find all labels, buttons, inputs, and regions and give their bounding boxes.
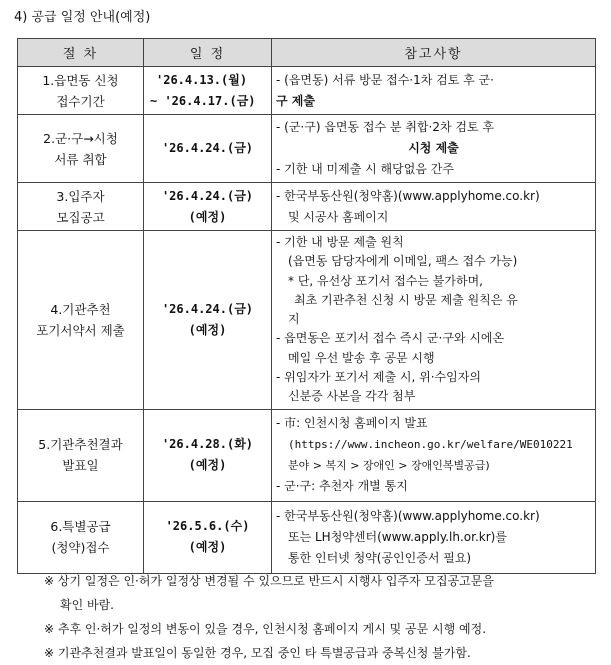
note-line: - 기한 내 방문 제출 원칙 — [276, 235, 404, 249]
notes-cell — [272, 231, 596, 410]
notes-cell — [272, 183, 596, 231]
footnote-continuation: 확인 바람. — [60, 598, 114, 612]
table-row — [18, 115, 596, 183]
header-notes: 참고사항 — [272, 39, 596, 67]
procedure-line: 4.기관추천 — [50, 301, 111, 317]
section-title: 4) 공급 일정 안내(예정) — [14, 10, 151, 25]
notes-cell — [272, 115, 596, 183]
schedule-line: (예정) — [188, 540, 227, 555]
note-line: 및 시공사 홈페이지 — [288, 209, 389, 224]
procedure-line: 3.입주자 — [56, 188, 105, 204]
schedule-cell — [144, 115, 272, 183]
procedure-cell — [18, 231, 144, 410]
schedule-cell — [144, 409, 272, 501]
schedule-cell — [144, 501, 272, 573]
procedure-cell — [18, 501, 144, 573]
procedure-line: 모집공고 — [56, 209, 105, 225]
note-line: - 위임자가 포기서 제출 시, 위·수임자의 — [276, 370, 481, 385]
schedule-line: (예정) — [188, 322, 227, 337]
table-row — [18, 231, 596, 410]
footnote: ※ 추후 인·허가 일정의 변동이 있을 경우, 인천시청 홈페이지 게시 및 공문 시행 예정. — [44, 622, 487, 636]
procedure-line: 접수기간 — [56, 93, 105, 109]
procedure-line: 5.기관추천결과 — [38, 437, 123, 453]
procedure-line: 2.군·구→시청 — [43, 130, 118, 146]
note-line: 지 — [288, 312, 300, 327]
note-line: - 市: 인천시청 홈페이지 발표 — [276, 416, 428, 431]
schedule-line: '26.4.24.(금) — [161, 301, 254, 316]
note-line: 또는 LH청약센터(www.apply.lh.or.kr)를 — [288, 529, 507, 544]
header-procedure: 절 차 — [18, 39, 144, 67]
procedure-line: 포기서약서 제출 — [36, 322, 125, 338]
note-line: 메일 우선 발송 후 공문 시행 — [288, 350, 435, 365]
notes-cell — [272, 409, 596, 501]
note-line: - 기한 내 미제출 시 해당없음 간주 — [276, 162, 454, 176]
procedure-cell — [18, 183, 144, 231]
schedule-line: '26.4.28.(화) — [161, 437, 254, 452]
footnote: ※ 상기 일정은 인·허가 일정상 변경될 수 있으므로 반드시 시행사 입주자 모집공고문을 — [44, 574, 494, 588]
schedule-line: (예정) — [188, 458, 227, 473]
note-line: (읍면동 담당자에게 이메일, 팩스 접수 가능) — [288, 254, 518, 269]
procedure-line: 서류 취합 — [54, 151, 107, 167]
schedule-line: '26.4.24.(금) — [161, 188, 254, 203]
procedure-line: 6.특별공급 — [50, 519, 111, 535]
footnotes — [14, 569, 604, 665]
note-line: 통한 인터넷 청약(공인인증서 필요) — [288, 550, 472, 565]
note-line: - (군·구) 읍면동 접수 분 취합·2차 검토 후 — [276, 120, 494, 134]
schedule-cell — [144, 67, 272, 115]
schedule-line: '26.5.6.(수) — [165, 519, 250, 534]
schedule-table — [17, 38, 596, 574]
note-line: 구 제출 — [276, 93, 315, 108]
schedule-cell — [144, 183, 272, 231]
table-header-row — [18, 39, 596, 67]
note-line: 분야 > 복지 > 장애인 > 장애인복별공급) — [288, 459, 490, 473]
schedule-cell — [144, 231, 272, 410]
table-row — [18, 67, 596, 115]
note-line: * 단, 유선상 포기서 접수는 불가하며, — [288, 273, 483, 288]
note-line: 최초 기관추천 신청 시 방문 제출 원칙은 유 — [294, 292, 518, 307]
schedule-line: ~ '26.4.17.(금) — [150, 93, 256, 108]
procedure-cell — [18, 115, 144, 183]
note-line: - 군·구: 추천자 개별 통지 — [276, 479, 408, 494]
note-line: - (읍면동) 서류 방문 접수·1차 검토 후 군· — [276, 72, 494, 87]
procedure-line: (청약)접수 — [51, 540, 110, 556]
notes-cell — [272, 501, 596, 573]
schedule-line: '26.4.13.(월) — [156, 72, 248, 87]
schedule-line: (예정) — [188, 209, 227, 224]
table-row — [18, 501, 596, 573]
note-line: (https://www.incheon.go.kr/welfare/WE010221 — [288, 438, 573, 452]
note-line: - 한국부동산원(청약홈)(www.applyhome.co.kr) — [276, 188, 540, 203]
note-line: 시청 제출 — [408, 141, 459, 155]
procedure-line: 1.읍면동 신청 — [42, 72, 119, 88]
note-line: - 한국부동산원(청약홈)(www.applyhome.co.kr) — [276, 508, 540, 523]
procedure-line: 발표일 — [62, 458, 99, 474]
note-line: - 읍면동은 포기서 접수 즉시 군·구와 시에온 — [276, 331, 505, 346]
note-line: 신분증 사본을 각각 첨부 — [288, 389, 416, 404]
table-row — [18, 183, 596, 231]
procedure-cell — [18, 409, 144, 501]
notes-cell — [272, 67, 596, 115]
procedure-cell — [18, 67, 144, 115]
schedule-line: '26.4.24.(금) — [161, 141, 254, 155]
header-schedule: 일 정 — [144, 39, 272, 67]
footnote: ※ 기관추천결과 발표일이 동일한 경우, 모집 중인 타 특별공급과 중복신청 불가함. — [44, 646, 471, 660]
table-row — [18, 409, 596, 501]
